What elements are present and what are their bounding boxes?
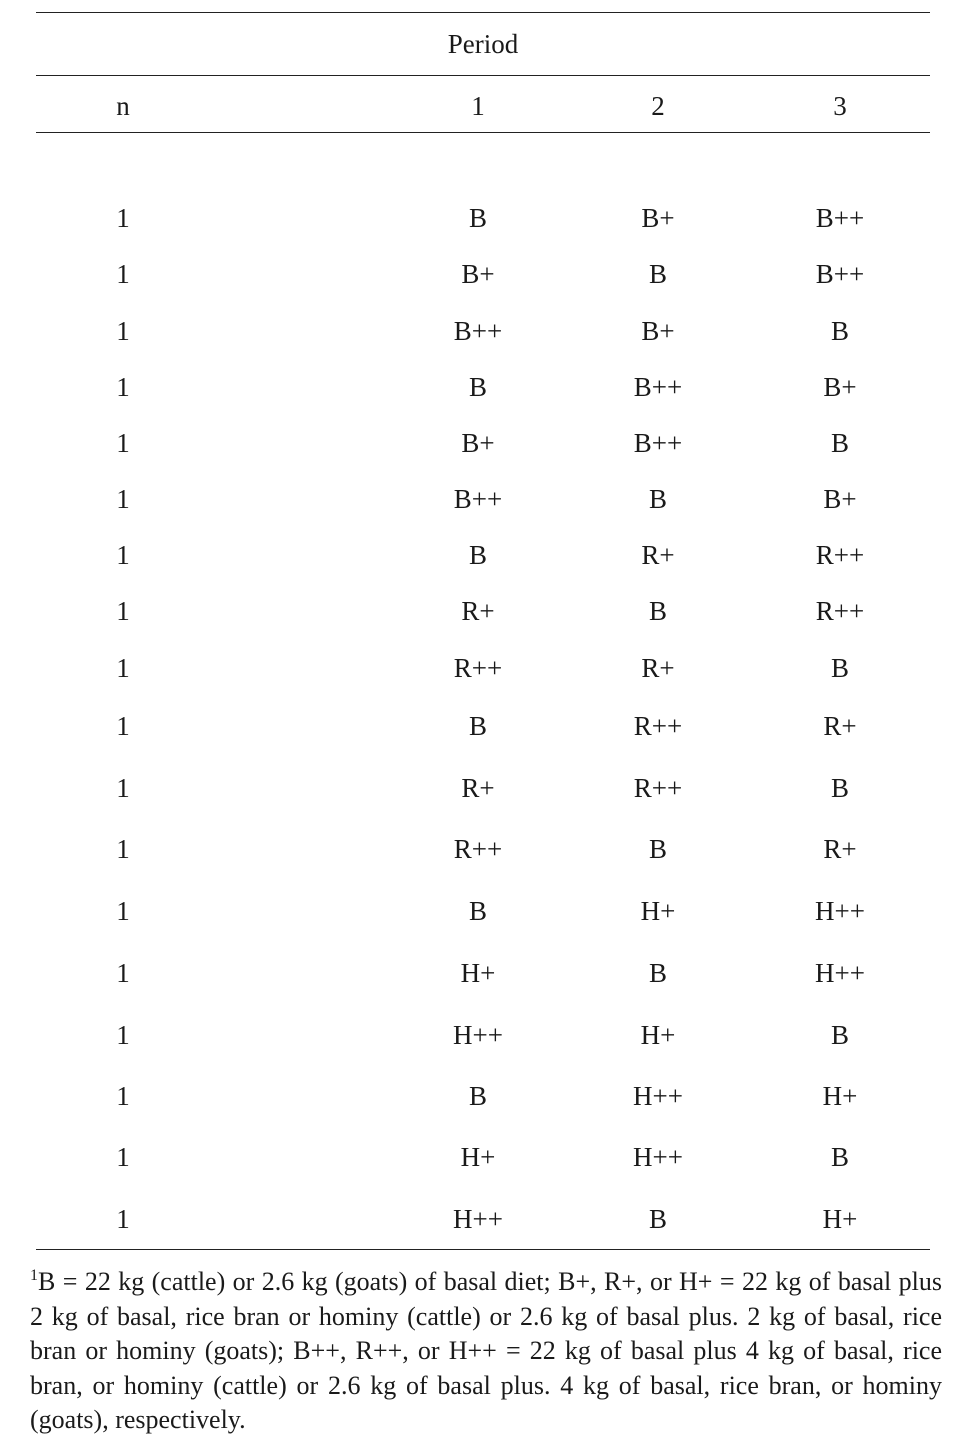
cell-n: 1	[116, 773, 130, 803]
cell-period-1: B++	[453, 484, 503, 514]
cell-period-3: R++	[815, 596, 865, 626]
cell-period-3: B	[830, 773, 849, 803]
cell-period-2: R++	[633, 773, 683, 803]
header-n: n	[116, 91, 130, 121]
cell-period-1: B	[468, 372, 487, 402]
cell-n: 1	[116, 372, 130, 402]
cell-period-3: R++	[815, 540, 865, 570]
header-period-3: 3	[833, 91, 847, 121]
cell-n: 1	[116, 540, 130, 570]
cell-period-2: R++	[633, 711, 683, 741]
cell-period-1: R+	[461, 596, 495, 626]
cell-n: 1	[116, 896, 130, 926]
cell-period-1: B	[468, 540, 487, 570]
cell-period-1: B	[468, 711, 487, 741]
cell-period-1: H++	[453, 1020, 503, 1050]
cell-period-3: B++	[815, 203, 865, 233]
cell-n: 1	[116, 653, 130, 683]
cell-period-2: B	[648, 958, 667, 988]
header-period-2: 2	[651, 91, 665, 121]
cell-period-2: R+	[641, 540, 675, 570]
cell-period-3: H+	[822, 1204, 858, 1234]
cell-period-2: H++	[633, 1081, 683, 1111]
cell-n: 1	[116, 1142, 130, 1172]
cell-period-3: B+	[823, 372, 857, 402]
cell-period-3: B	[830, 1142, 849, 1172]
cell-period-2: B	[648, 596, 667, 626]
cell-period-1: B++	[453, 316, 503, 346]
cell-n: 1	[116, 596, 130, 626]
cell-period-2: R+	[641, 653, 675, 683]
cell-period-1: B	[468, 1081, 487, 1111]
cell-period-2: B+	[641, 203, 675, 233]
cell-period-2: B	[648, 834, 667, 864]
cell-period-3: R+	[823, 711, 857, 741]
cell-period-3: B	[830, 653, 849, 683]
cell-period-3: H+	[822, 1081, 858, 1111]
cell-period-3: B	[830, 428, 849, 458]
cell-n: 1	[116, 1204, 130, 1234]
cell-period-1: B+	[461, 428, 495, 458]
cell-period-3: B++	[815, 259, 865, 289]
spanner-rule	[36, 75, 930, 76]
period-spanner-header: Period	[447, 29, 519, 59]
cell-period-1: R++	[453, 653, 503, 683]
cell-period-1: B	[468, 203, 487, 233]
cell-period-1: H+	[460, 1142, 496, 1172]
cell-period-1: B	[468, 896, 487, 926]
footnote-text: B = 22 kg (cattle) or 2.6 kg (goats) of basal diet; B+, R+, or H+ = 22 kg of basal plus 2 kg of basal, rice bran or hominy (cattle) or 2.6 kg of basal plus. 2 kg of basal, rice bran or hominy (goats); B++, R++, or H++ = 22 kg of basal plus 4 kg of basal, rice bran, or hominy (cattle) or 2.6 kg of basal plus. 4 kg of basal, rice bran, or hominy (goats), respectively.	[30, 1267, 942, 1435]
cell-period-2: H++	[633, 1142, 683, 1172]
cell-period-1: B+	[461, 259, 495, 289]
cell-n: 1	[116, 958, 130, 988]
header-period-1: 1	[471, 91, 485, 121]
cell-period-2: H+	[640, 896, 676, 926]
cell-period-3: B+	[823, 484, 857, 514]
cell-period-1: R+	[461, 773, 495, 803]
cell-period-2: B	[648, 259, 667, 289]
cell-period-3: R+	[823, 834, 857, 864]
cell-n: 1	[116, 834, 130, 864]
top-rule	[36, 12, 930, 13]
bottom-rule	[36, 1249, 930, 1250]
cell-n: 1	[116, 484, 130, 514]
cell-period-2: B	[648, 1204, 667, 1234]
cell-n: 1	[116, 316, 130, 346]
cell-n: 1	[116, 203, 130, 233]
cell-period-2: B++	[633, 428, 683, 458]
header-rule	[36, 132, 930, 133]
cell-n: 1	[116, 428, 130, 458]
cell-period-2: B+	[641, 316, 675, 346]
cell-n: 1	[116, 1020, 130, 1050]
cell-n: 1	[116, 711, 130, 741]
cell-period-2: B++	[633, 372, 683, 402]
cell-period-3: B	[830, 316, 849, 346]
cell-n: 1	[116, 259, 130, 289]
cell-period-1: H++	[453, 1204, 503, 1234]
cell-period-1: R++	[453, 834, 503, 864]
cell-period-3: H++	[815, 896, 865, 926]
cell-period-3: H++	[815, 958, 865, 988]
table-footnote	[30, 1265, 942, 1438]
footnote-marker: 1	[30, 1267, 38, 1284]
cell-period-2: B	[648, 484, 667, 514]
cell-n: 1	[116, 1081, 130, 1111]
cell-period-2: H+	[640, 1020, 676, 1050]
cell-period-3: B	[830, 1020, 849, 1050]
cell-period-1: H+	[460, 958, 496, 988]
